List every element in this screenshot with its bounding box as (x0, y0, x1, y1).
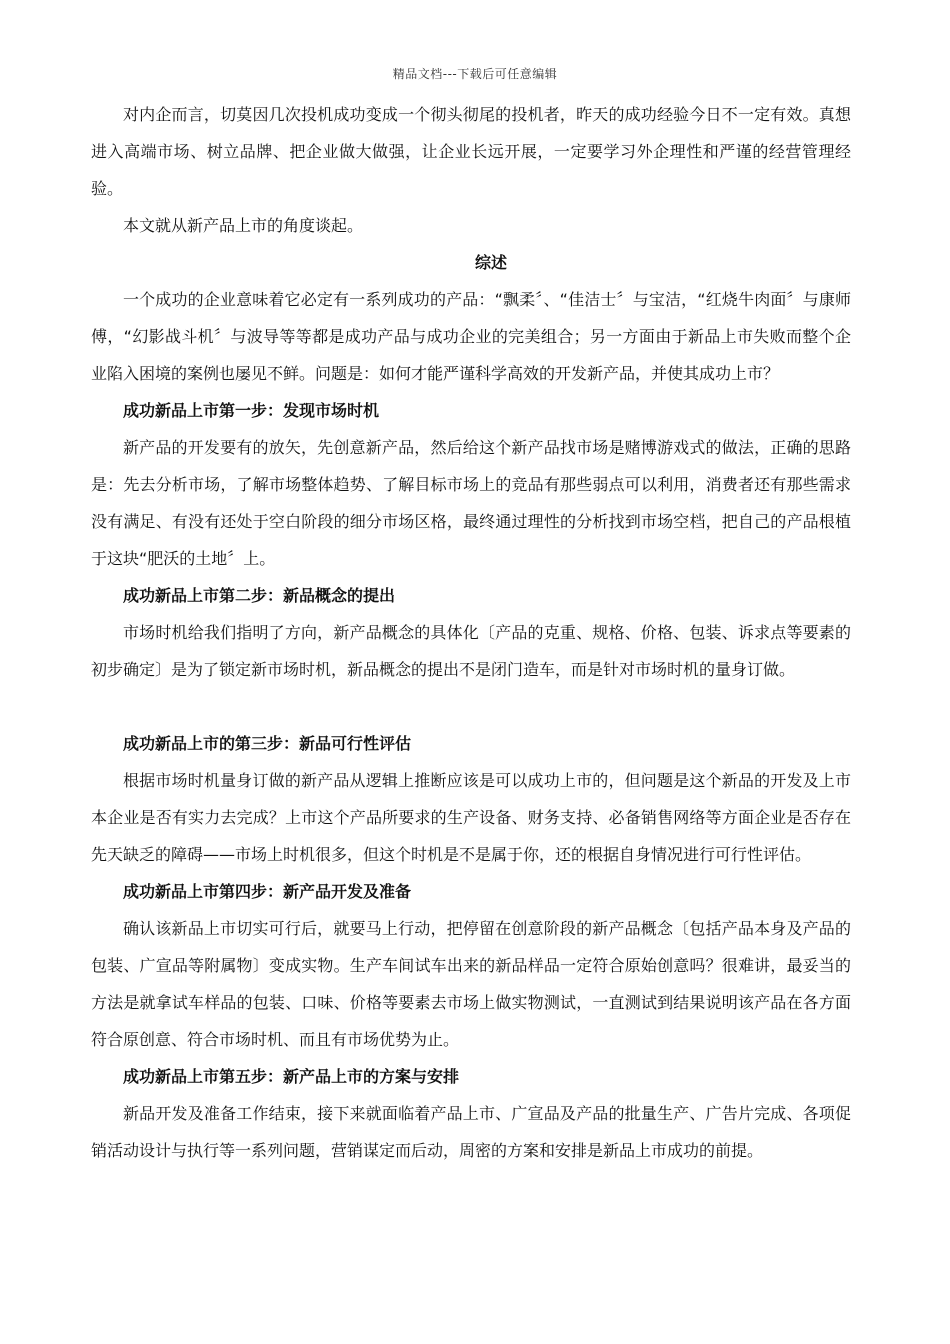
step3-heading: 成功新品上市的第三步：新品可行性评估 (123, 734, 412, 753)
step1-paragraph: 新产品的开发要有的放矢，先创意新产品，然后给这个新产品找市场是赌博游戏式的做法，正确的思路是：先去分析市场，了解市场整体趋势、了解目标市场上的竞品有那些弱点可以利用，消费者还有那些需求没有满足、有没有还处于空白阶段的细分市场区格，最终通过理性的分析找到市场空档，把自己的产品根植于这块“肥沃的土地〞上。 (91, 438, 851, 568)
summary-paragraph: 一个成功的企业意味着它必定有一系列成功的产品：“飘柔〞、“佳洁士〞与宝洁，“红烧牛肉面〞与康师傅，“幻影战斗机〞与波导等等都是成功产品与成功企业的完美组合；另一方面由于新品上市失败而整个企业陷入困境的案例也屡见不鲜。问题是：如何才能严谨科学高效的开发新产品，并使其成功上市？ (91, 290, 851, 383)
step4-heading: 成功新品上市第四步：新产品开发及准备 (123, 882, 412, 901)
summary-title: 综述 (474, 253, 507, 272)
step5-paragraph: 新品开发及准备工作结束，接下来就面临着产品上市、广宣品及产品的批量生产、广告片完成、各项促销活动设计与执行等一系列问题，营销谋定而后动，周密的方案和安排是新品上市成功的前提。 (91, 1104, 851, 1160)
step5-heading: 成功新品上市第五步：新产品上市的方案与安排 (123, 1067, 460, 1086)
document-body (91, 96, 851, 1169)
blank-line (91, 688, 851, 725)
step1-heading: 成功新品上市第一步：发现市场时机 (123, 401, 380, 420)
step2-heading: 成功新品上市第二步：新品概念的提出 (123, 586, 396, 605)
step2-paragraph: 市场时机给我们指明了方向，新产品概念的具体化〔产品的克重、规格、价格、包装、诉求点等要素的初步确定〕是为了锁定新市场时机，新品概念的提出不是闭门造车，而是针对市场时机的量身订做。 (91, 623, 851, 679)
step3-paragraph: 根据市场时机量身订做的新产品从逻辑上推断应该是可以成功上市的，但问题是这个新品的开发及上市本企业是否有实力去完成？上市这个产品所要求的生产设备、财务支持、必备销售网络等方面企业是否存在先天缺乏的障碍——市场上时机很多，但这个时机是不是属于你，还的根据自身情况进行可行性评估。 (91, 771, 851, 864)
page-header: 精品文档---下载后可任意编辑 (392, 67, 558, 81)
intro-paragraph-1: 对内企而言，切莫因几次投机成功变成一个彻头彻尾的投机者，昨天的成功经验今日不一定有效。真想进入高端市场、树立品牌、把企业做大做强，让企业长远开展，一定要学习外企理性和严谨的经营管理经验。 (91, 105, 851, 198)
step4-paragraph: 确认该新品上市切实可行后，就要马上行动，把停留在创意阶段的新产品概念〔包括产品本身及产品的包装、广宣品等附属物〕变成实物。生产车间试车出来的新品样品一定符合原始创意吗？很难讲，最妥当的方法是就拿试车样品的包装、口味、价格等要素去市场上做实物测试，一直测试到结果说明该产品在各方面符合原创意、符合市场时机、而且有市场优势为止。 (91, 919, 851, 1049)
intro-paragraph-2: 本文就从新产品上市的角度谈起。 (123, 216, 364, 235)
